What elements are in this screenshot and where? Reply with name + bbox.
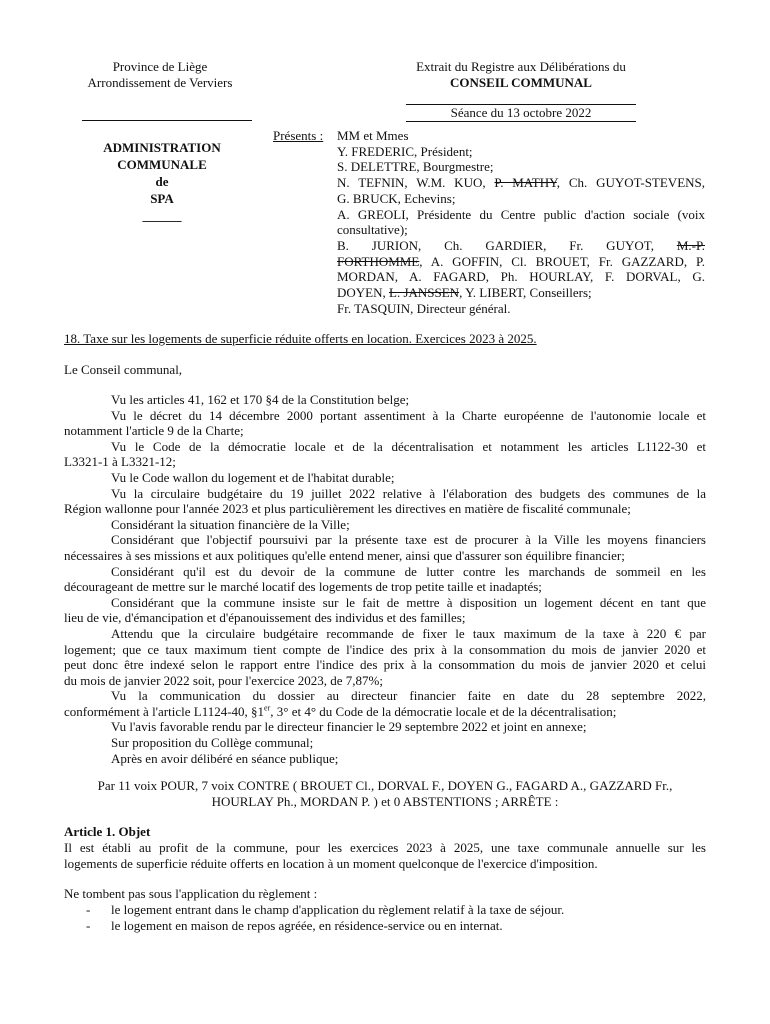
directeur-general: Fr. TASQUIN, Directeur général. [337,300,511,316]
presents-line: S. DELETTRE, Bourgmestre; [337,159,494,175]
admin-line-2: COMMUNALE [117,157,207,172]
subject-title: 18. Taxe sur les logements de superficie réduite offerts en location. Exercices 2023 à 2025. [64,331,537,346]
presents-label: Présents : [273,128,324,143]
presents-list [337,128,705,316]
conseillers-line-1: B. JURION, Ch. GARDIER, Fr. GUYOT, M.-P. [337,237,705,253]
article1-title: Article 1. Objet [64,824,151,839]
arrondissement: Arrondissement de Verviers [87,74,233,90]
avis-line: Vu l'avis favorable rendu par le directeur financier le 29 septembre 2022 et joint en annexe; [111,719,587,735]
considerants-block [64,392,706,766]
exclusions-intro: Ne tombent pas sous l'application du règlement : [64,886,318,901]
echevins-line-1: N. TEFNIN, W.M. KUO, P. MATHY, Ch. GUYOT-STEVENS, [337,175,706,191]
considerant-line: Région wallonne pour l'année 2023 et plus particulièrement les directives en matière de fiscalité communale; [64,501,631,517]
presents-line: Y. FREDERIC, Président; [337,143,473,159]
proposition-line: Sur proposition du Collège communal; [111,735,314,751]
conseillers-line-4: DOYEN, L. JANSSEN, Y. LIBERT, Conseillers; [337,285,592,301]
seance-date: Séance du 13 octobre 2022 [450,105,592,120]
admin-line-3: de [155,174,169,189]
apres-line: Après en avoir délibéré en séance publique; [111,750,339,766]
exclusion-item-2: - le logement en maison de repos agréée, en résidence-service ou en internat. [86,918,503,933]
struck-name: FORTHOMME [337,253,420,269]
conseillers-line-3: MORDAN, A. FAGARD, Ph. HOURLAY, F. DORVAL, G. [337,269,705,285]
seance-bottom-rule [406,121,636,122]
struck-name: L. JANSSEN [389,285,460,301]
considerant-line: lieu de vie, d'émancipation et d'épanouissement des individus et des familles; [64,610,466,626]
left-divider [82,120,252,121]
echevins-line-2: G. BRUCK, Echevins; [337,190,456,206]
considerant-line: Considérant qu'il est du devoir de la commune de lutter contre les marchands de sommeil en les [111,563,706,579]
registre-title: Extrait du Registre aux Délibérations du [416,59,626,74]
le-conseil: Le Conseil communal, [64,362,183,377]
communication-line-1: Vu la communication du dossier au directeur financier faite en date du 28 septembre 2022, [111,688,706,704]
conseillers-line-2: FORTHOMME, A. GOFFIN, Cl. BROUET, Fr. GAZZARD, P. [337,253,705,269]
conseil-communal-title: CONSEIL COMMUNAL [450,74,592,90]
vote-line-1: Par 11 voix POUR, 7 voix CONTRE ( BROUET Cl., DORVAL F., DOYEN G., FAGARD A., GAZZARD Fr., [97,778,673,793]
cpas-line-1: A. GREOLI, Présidente du Centre public d'action sociale (voix [337,206,705,222]
considerant-line: Considérant que l'objectif poursuivi par la présente taxe est de procurer à la Ville les moyens financiers [111,532,706,548]
admin-line-5: ______ [142,208,182,223]
considerant-line: Attendu que la circulaire budgétaire recommande de fixer le taux maximum de la taxe à 220 € par [111,625,706,641]
considerant-line: Considérant que la commune insiste sur le fait de mettre à disposition un logement décent en tant que [111,594,706,610]
considerant-line: Vu le Code de la démocratie locale et de la décentralisation et notamment les articles L1122-30 et [111,438,706,454]
considerant-line: du mois de janvier 2022 soit, pour l'exercice 2023, de 7,87%; [64,672,383,688]
admin-line-1: ADMINISTRATION [103,140,221,155]
article1-line-1: Il est établi au profit de la commune, pour les exercices 2023 à 2025, une taxe communale annuelle sur les [64,840,706,855]
considerant-line: L3321-1 à L3321-12; [64,454,176,470]
considerant-line: logement; que ce taux maximum tient compte de l'indice des prix à la consommation du mois de janvier 2020 et [64,641,706,657]
struck-name: M.-P. [676,237,705,253]
communication-line-2: conformément à l'article L1124-40, §1er, 3° et 4° du Code de la démocratie locale et de la décentralisation; [64,703,617,719]
province: Province de Liège [112,59,208,74]
considerant-line: nécessaires à ses missions et aux politiques qu'elle entend mener, ainsi que d'assurer son équilibre financier; [64,547,625,563]
considerant-line: Considérant la situation financière de la Ville; [111,516,350,532]
presents-line: MM et Mmes [337,128,409,143]
vote-line-2: HOURLAY Ph., MORDAN P. ) et 0 ABSTENTIONS ; ARRÊTE : [211,793,559,809]
considerant-line: décourageant de mettre sur le marché locatif des logements de trop petite taille et inadaptés; [64,579,542,595]
vote-block [50,778,720,809]
struck-name: P. MATHY [494,175,557,191]
considerant-line: Vu les articles 41, 162 et 170 §4 de la Constitution belge; [111,392,410,407]
article1-text [64,840,706,871]
header-left [60,59,260,90]
admin-line-4: SPA [150,191,174,206]
considerant-line: notamment l'article 9 de la Charte; [64,423,244,439]
considerant-line: Vu le Code wallon du logement et de l'habitat durable; [111,469,395,485]
header-right [400,59,642,90]
bullet: - [86,918,91,933]
considerant-line: Vu le décret du 14 décembre 2000 portant assentiment à la Charte européenne de l'autonomie locale et [111,407,706,423]
article1-line-2: logements de superficie réduite offerts en location à un moment quelconque de l'exercice d'imposition. [64,855,598,871]
cpas-line-2: consultative); [337,222,408,238]
considerant-line: Vu la circulaire budgétaire du 19 juillet 2022 relative à l'élaboration des budgets des communes de la [111,485,706,501]
considerant-line: peut donc être indexé selon le rapport entre l'indice des prix à la consommation du mois de janvier 2020 et celui [64,657,706,673]
exclusion-item-1: - le logement entrant dans le champ d'application du règlement relatif à la taxe de séjour. [86,902,565,917]
bullet: - [86,902,91,917]
administration-block [72,139,252,224]
